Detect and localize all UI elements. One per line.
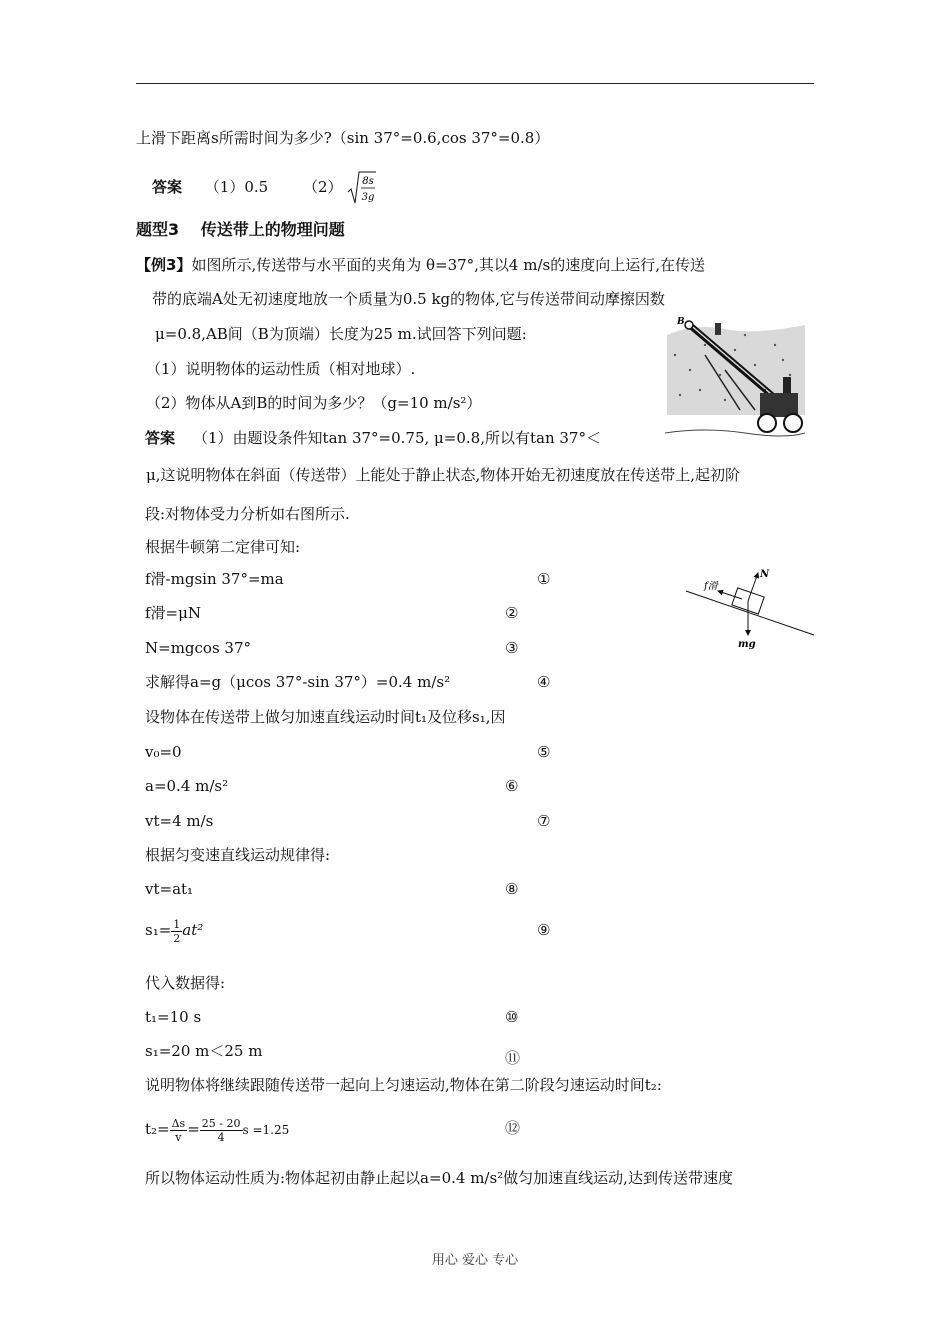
eq12-den-1: v [175, 1130, 182, 1144]
marker-8: ⑧ [505, 880, 519, 898]
eq9-numerator: 1 [173, 917, 181, 931]
equation-5: v₀=0 [145, 743, 182, 761]
eq12-num-2: 25 - 20 [201, 1116, 241, 1130]
answer-part1: （1）0.5 [204, 178, 269, 196]
equation-10: t₁=10 s [145, 1008, 202, 1026]
marker-4: ④ [537, 673, 551, 691]
equation-3: N=mgcos 37° [145, 639, 252, 657]
eq9-denominator: 2 [173, 931, 181, 945]
marker-1: ① [537, 570, 551, 588]
setup-line: 设物体在传送带上做匀加速直线运动时间t₁及位移s₁,因 [145, 708, 506, 726]
eq12-fraction-2 [200, 1117, 243, 1144]
eq12-equals: = [187, 1120, 200, 1138]
equation-11: s₁=20 m＜25 m [145, 1042, 263, 1060]
kinematics-intro: 根据匀变速直线运动规律得: [145, 846, 331, 864]
substitute-line: 代入数据得: [145, 974, 226, 992]
eq12-fraction-1 [170, 1117, 188, 1144]
marker-7: ⑦ [537, 812, 551, 830]
force-diagram [682, 565, 816, 653]
eq12-lhs: t₂= [145, 1120, 170, 1138]
example-line-3: μ=0.8,AB间（B为顶端）长度为25 m.试回答下列问题: [155, 325, 527, 343]
newton-intro: 根据牛顿第二定律可知: [145, 538, 301, 556]
example-line-2: 带的底端A处无初速度地放一个质量为0.5 kg的物体,它与传送带间动摩擦因数 [152, 290, 665, 308]
section-title: 题型3 传送带上的物理问题 [136, 220, 345, 239]
equation-2: f滑=μN [145, 604, 201, 622]
solution-line-1 [145, 428, 601, 448]
question-2: （2）物体从A到B的时间为多少？（g=10 m/s²） [146, 394, 482, 412]
example-text-1: 如图所示,传送带与水平面的夹角为 θ=37°,其以4 m/s的速度向上运行,在传送 [191, 256, 705, 274]
equation-6: a=0.4 m/s² [145, 777, 229, 795]
gravity-label: mg [738, 639, 756, 650]
solution-text-1: （1）由题设条件知tan 37°=0.75, μ=0.8,所以有tan 37°＜ [193, 429, 601, 447]
solution-line-3: 段:对物体受力分析如右图所示. [145, 505, 350, 523]
photo-label-b: B [677, 317, 685, 327]
conveyor-illustration [665, 315, 805, 441]
marker-10: ⑩ [505, 1008, 519, 1026]
answer-label: 答案 [152, 178, 183, 196]
example-line-1 [136, 255, 705, 275]
marker-6: ⑥ [505, 777, 519, 795]
marker-9: ⑨ [537, 921, 551, 939]
equation-4: 求解得a=g（μcos 37°-sin 37°）=0.4 m/s² [145, 673, 451, 691]
sqrt-numerator: 8s [362, 176, 375, 187]
marker-12: ⑫ [505, 1119, 521, 1137]
equation-9 [145, 913, 203, 947]
eq12-den-2: 4 [217, 1130, 225, 1144]
marker-5: ⑤ [537, 743, 551, 761]
summary-line: 所以物体运动性质为:物体起初由静止起以a=0.4 m/s²做匀加速直线运动,达到传送带速度 [145, 1169, 733, 1187]
answer-part2: （2） [302, 178, 343, 196]
sqrt-denominator: 3g [361, 192, 375, 203]
marker-11: ⑪ [505, 1049, 521, 1067]
marker-2: ② [505, 604, 519, 622]
sqrt-expression [347, 170, 377, 206]
friction-label: f滑 [704, 581, 718, 592]
question-tail: 上滑下距离s所需时间为多少?（sin 37°=0.6,cos 37°=0.8） [136, 129, 550, 147]
eq9-rhs: at² [182, 921, 204, 939]
eq9-lhs: s₁= [145, 921, 172, 939]
question-1: （1）说明物体的运动性质（相对地球）. [146, 360, 416, 378]
header-rule [136, 83, 814, 84]
example-label: 【例3】 [136, 256, 192, 274]
previous-answer [152, 170, 377, 206]
equation-1: f滑-mgsin 37°=ma [145, 570, 284, 588]
continue-line: 说明物体将继续跟随传送带一起向上匀速运动,物体在第二阶段匀速运动时间t₂: [145, 1076, 662, 1094]
page-footer: 用心 爱心 专心 [431, 1253, 519, 1268]
eq9-fraction [171, 918, 182, 945]
normal-label: N [760, 569, 770, 580]
solution-label: 答案 [145, 429, 176, 447]
equation-12 [145, 1111, 289, 1148]
equation-8: vt=at₁ [145, 880, 194, 898]
marker-3: ③ [505, 639, 519, 657]
solution-line-2: μ,这说明物体在斜面（传送带）上能处于静止状态,物体开始无初速度放在传送带上,起初阶 [146, 466, 741, 484]
eq12-rhs: s =1.25 [242, 1123, 290, 1137]
equation-7: vt=4 m/s [145, 812, 214, 830]
eq12-num-1: Δs [171, 1116, 186, 1130]
